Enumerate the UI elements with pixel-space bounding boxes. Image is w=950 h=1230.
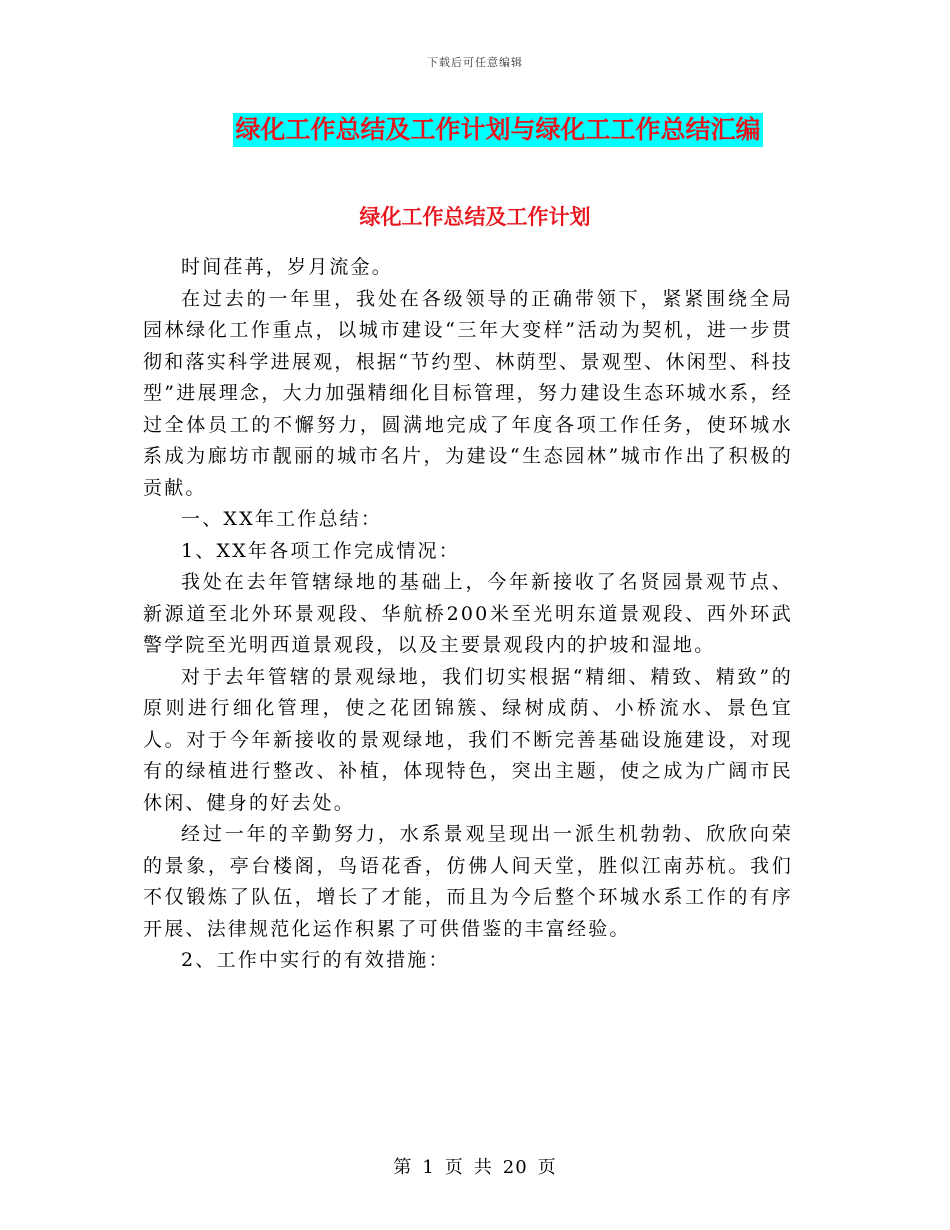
footer-page-number: 1 [422, 1157, 435, 1178]
paragraph-new-areas: 我处在去年管辖绿地的基础上，今年新接收了名贤园景观节点、新源道至北外环景观段、华航桥200米至光明东道景观段、西外环武警学院至光明西道景观段，以及主要景观段内的护坡和湿地。 [143, 571, 793, 656]
paragraph-intro: 时间荏苒，岁月流金。 [181, 256, 394, 278]
page-header-note: 下载后可任意编辑 [427, 56, 523, 69]
footer-page-word: 页 [444, 1157, 464, 1178]
footer-total-pages: 20 [502, 1157, 528, 1178]
page-footer [0, 1153, 950, 1179]
main-title: 绿化工作总结及工作计划与绿化工工作总结汇编 [233, 113, 762, 147]
heading-yearly-summary: 一、XX年工作总结： [181, 508, 383, 530]
footer-total-word: 共 [473, 1157, 493, 1178]
paragraph-management: 对于去年管辖的景观绿地，我们切实根据“精细、精致、精致”的原则进行细化管理，使之花团锦簇、绿树成荫、小桥流水、景色宜人。对于今年新接收的景观绿地，我们不断完善基础设施建设，对现有的绿植进行整改、补植，体现特色，突出主题，使之成为广阔市民休闲、健身的好去处。 [143, 665, 793, 814]
heading-completion-status: 1、XX年各项工作完成情况： [181, 539, 460, 562]
footer-prefix: 第 [393, 1157, 413, 1178]
paragraph-overview: 在过去的一年里，我处在各级领导的正确带领下，紧紧围绕全局园林绿化工作重点，以城市建设“三年大变样”活动为契机，进一步贯彻和落实科学进展观，根据“节约型、林荫型、景观型、休闲型、科技型”进展理念，大力加强精细化目标管理，努力建设生态环城水系，经过全体员工的不懈努力，圆满地完成了年度各项工作任务，使环城水系成为廊坊市靓丽的城市名片，为建设“生态园林”城市作出了积极的贡献。 [143, 287, 793, 499]
section-title: 绿化工作总结及工作计划 [359, 205, 591, 229]
heading-measures: 2、工作中实行的有效措施： [181, 949, 450, 971]
document-body [143, 252, 793, 977]
main-title-container [0, 113, 950, 147]
footer-suffix: 页 [537, 1157, 557, 1178]
paragraph-results: 经过一年的辛勤努力，水系景观呈现出一派生机勃勃、欣欣向荣的景象，亭台楼阁，鸟语花香，仿佛人间天堂，胜似江南苏杭。我们不仅锻炼了队伍，增长了才能，而且为今后整个环城水系工作的有序开展、法律规范化运作积累了可供借鉴的丰富经验。 [143, 823, 793, 940]
